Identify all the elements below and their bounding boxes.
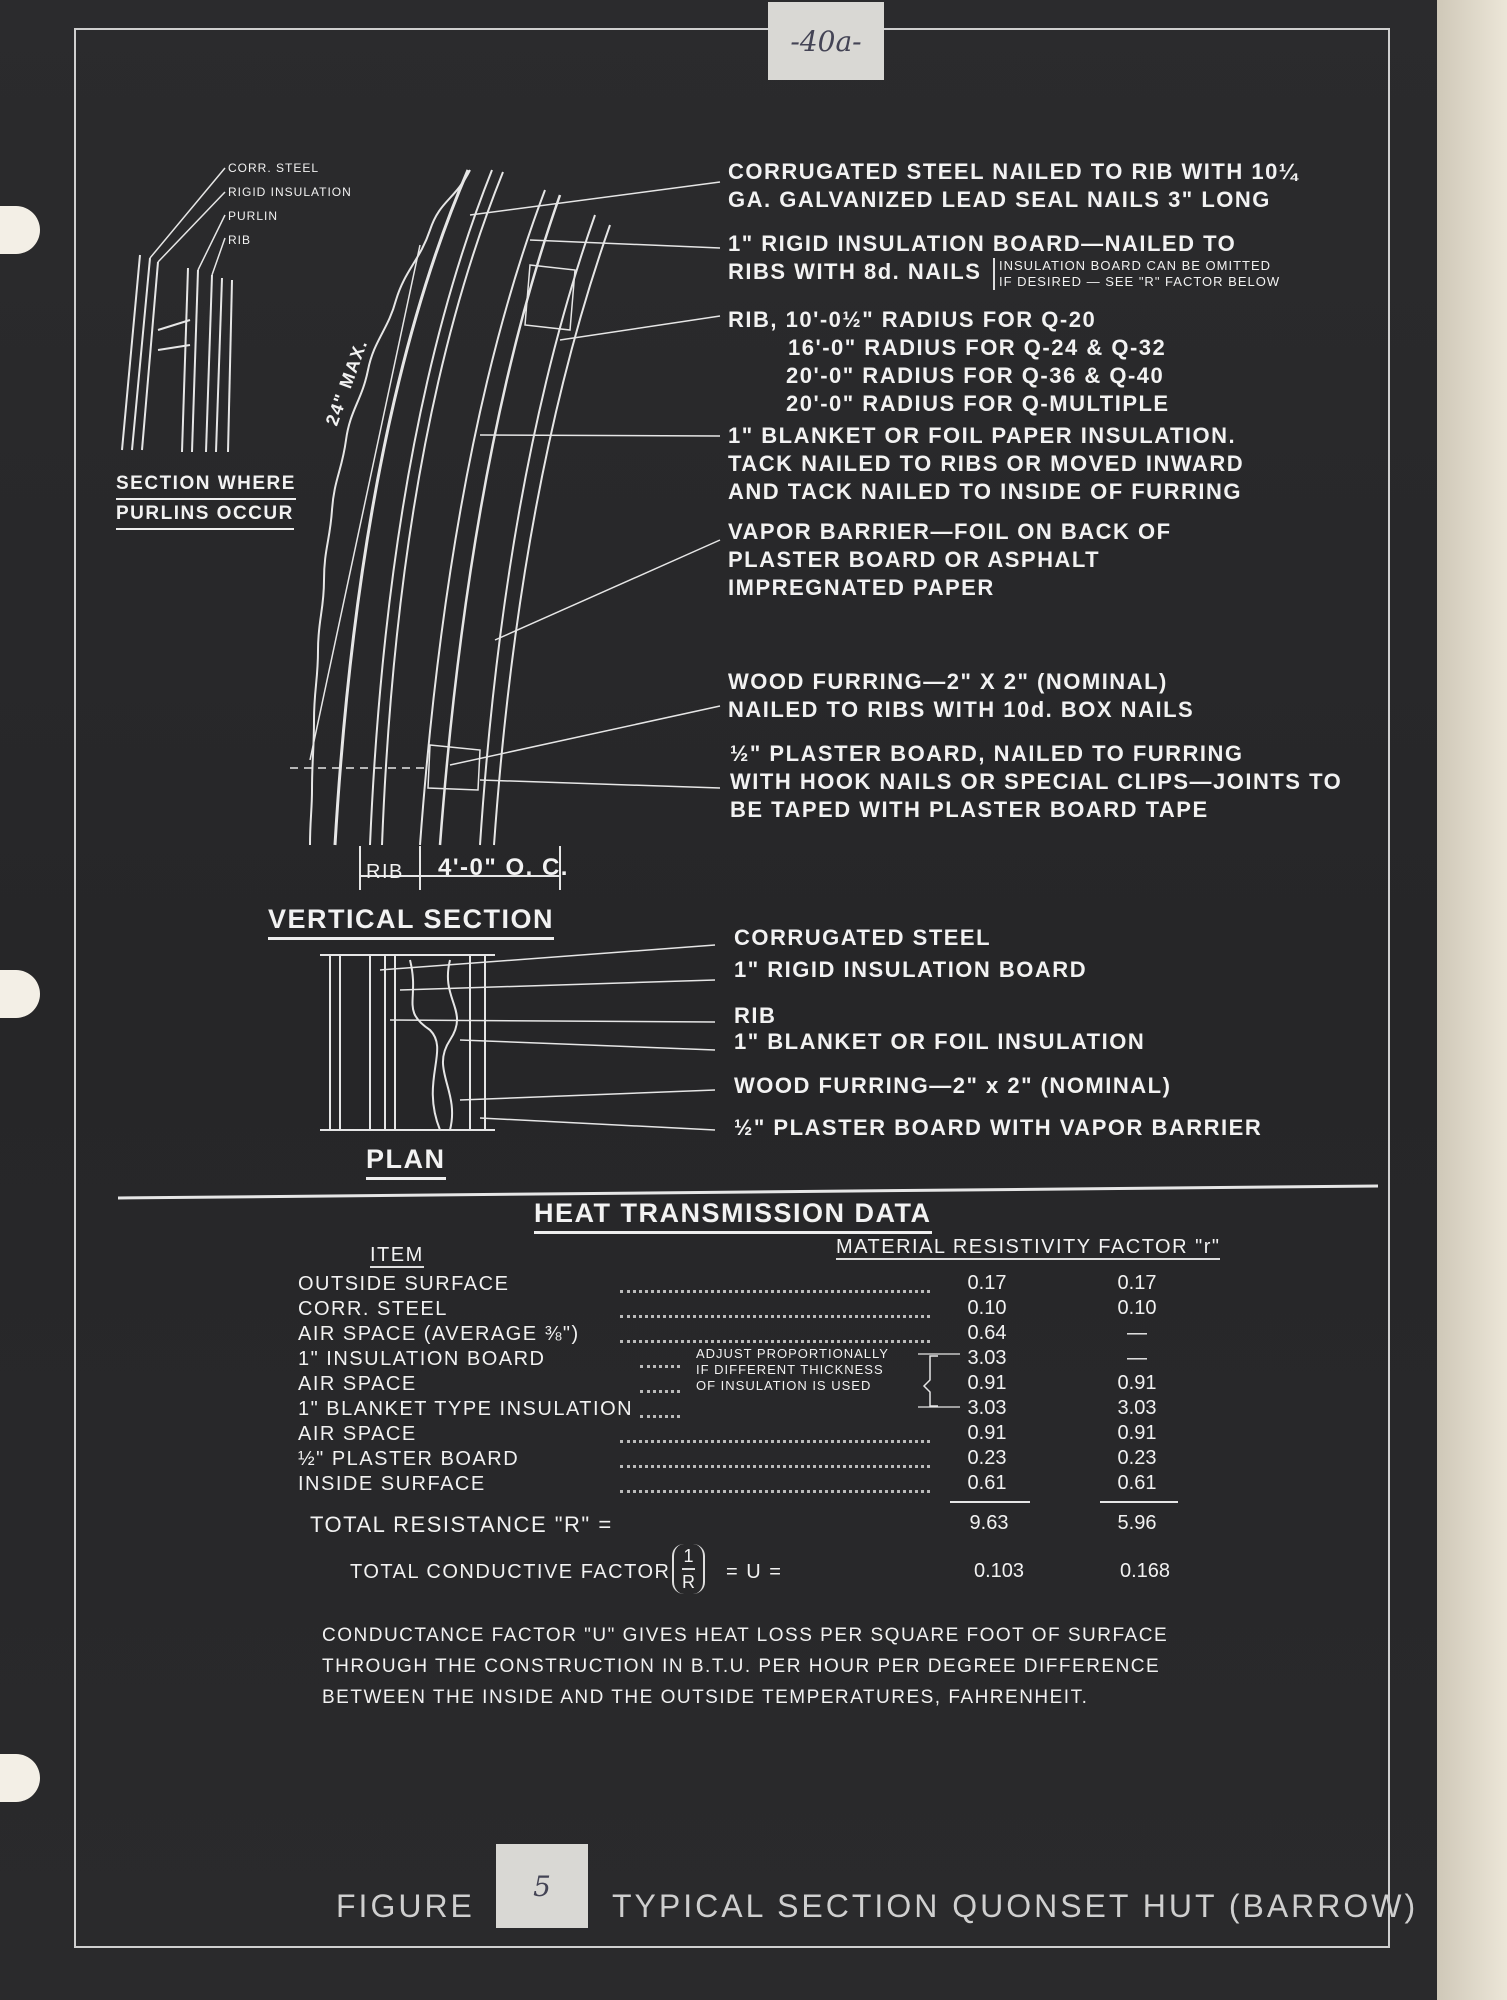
total-resistance-a: 9.63	[969, 1512, 1009, 1534]
callout-corrugated-steel: CORRUGATED STEEL NAILED TO RIB WITH 10¼ GA. GALVANIZED LEAD SEAL NAILS 3" LONG	[728, 159, 1299, 212]
callout-blanket-insulation: 1" BLANKET OR FOIL PAPER INSULATION. TACK NAILED TO RIBS OR MOVED INWARD AND TACK NAILED TO INSIDE OF FURRING	[728, 423, 1245, 504]
plan-callout-corrugated-steel: CORRUGATED STEEL	[734, 925, 992, 950]
heat-row-value-b: 3.03	[1117, 1397, 1157, 1419]
rib-dimension-label: RIB	[366, 861, 404, 883]
heat-row-value-a: 0.64	[967, 1322, 1007, 1344]
figure-word: FIGURE	[336, 1888, 475, 1924]
heat-row-item: CORR. STEEL	[298, 1298, 448, 1320]
plan-title: PLAN	[366, 1144, 446, 1180]
total-resistance-b: 5.96	[1117, 1512, 1157, 1534]
inset-label-purlin: PURLIN	[228, 209, 279, 223]
heat-row-value-a: 0.91	[967, 1372, 1007, 1394]
leader-dots	[640, 1365, 680, 1368]
plan-callout-rigid-insulation: 1" RIGID INSULATION BOARD	[734, 957, 1088, 982]
leader-dots	[620, 1490, 930, 1493]
inset-outer-line	[122, 255, 140, 450]
inset-label-rigid-insulation: RIGID INSULATION	[228, 185, 352, 199]
heat-row-item: ½" PLASTER BOARD	[298, 1448, 520, 1470]
spacing-dimension-label: 4'-0" O. C.	[438, 854, 569, 881]
heat-row-value-a: 0.17	[967, 1272, 1007, 1294]
total-u-b: 0.168	[1119, 1560, 1171, 1582]
heat-row-item: AIR SPACE	[298, 1373, 417, 1395]
omit-note: INSULATION BOARD CAN BE OMITTED IF DESIRED — SEE "R" FACTOR BELOW	[993, 258, 1280, 290]
leader-dots	[640, 1390, 680, 1393]
callout-rigid-insulation: 1" RIGID INSULATION BOARD—NAILED TO RIBS WITH 8d. NAILS INSULATION BOARD CAN BE OMITTED IF DESIRED — SEE "R" FACTOR BELOW	[728, 231, 1281, 289]
heat-row-value-b: 0.23	[1117, 1447, 1157, 1469]
plan-callout-furring: WOOD FURRING—2" x 2" (NOMINAL)	[734, 1073, 1172, 1098]
heat-row-value-b: 0.61	[1117, 1472, 1157, 1494]
heat-row-value-b: 0.17	[1117, 1272, 1157, 1294]
plan-callout-rib: RIB	[734, 1003, 777, 1028]
heat-row-item: AIR SPACE	[298, 1423, 417, 1445]
heat-row-value-b: —	[1127, 1347, 1147, 1369]
inset-title-line-2: PURLINS OCCUR	[116, 500, 294, 530]
heat-row-value-b: 0.91	[1117, 1422, 1157, 1444]
page-number: -40a-	[768, 2, 884, 80]
inset-label-corr-steel: CORR. STEEL	[228, 161, 320, 175]
inset-label-rib: RIB	[228, 233, 252, 247]
leader-dots	[620, 1465, 930, 1468]
heat-row-value-b: 0.10	[1117, 1297, 1157, 1319]
total-resistance-label: TOTAL RESISTANCE "R" =	[310, 1512, 613, 1537]
heat-row-item: INSIDE SURFACE	[298, 1473, 486, 1495]
heat-row-value-b: 0.91	[1117, 1372, 1157, 1394]
heat-row-value-a: 0.91	[967, 1422, 1007, 1444]
adjust-note: ADJUST PROPORTIONALLY IF DIFFERENT THICKNESS OF INSULATION IS USED	[696, 1346, 889, 1393]
fraction-one-over-r: 1 R	[672, 1544, 705, 1594]
inset-title-line-1: SECTION WHERE	[116, 470, 296, 500]
heat-row-item: 1" INSULATION BOARD	[298, 1348, 546, 1370]
callout-wood-furring: WOOD FURRING—2" X 2" (NOMINAL) NAILED TO RIBS WITH 10d. BOX NAILS	[728, 669, 1195, 722]
callout-plaster-board: ½" PLASTER BOARD, NAILED TO FURRING WITH HOOK NAILS OR SPECIAL CLIPS—JOINTS TO BE TAPED WITH PLASTER BOARD TAPE	[730, 741, 1343, 822]
heat-row-value-a: 3.03	[967, 1397, 1007, 1419]
col-header-item: ITEM	[370, 1244, 424, 1266]
heat-row-item: 1" BLANKET TYPE INSULATION	[298, 1398, 634, 1420]
total-u-a: 0.103	[973, 1560, 1025, 1582]
callout-rib-radius: RIB, 10'-0½" RADIUS FOR Q-20 16'-0" RADIUS FOR Q-24 & Q-32 20'-0" RADIUS FOR Q-36 & Q-40 20'-0" RADIUS FOR Q-MULTIPLE	[728, 307, 1170, 416]
leader-dots	[640, 1415, 680, 1418]
figure-number: 5	[496, 1844, 588, 1928]
col-header-factor: MATERIAL RESISTIVITY FACTOR "r"	[836, 1236, 1221, 1258]
leader-dots	[620, 1440, 930, 1443]
heat-row-value-a: 0.61	[967, 1472, 1007, 1494]
callout-vapor-barrier: VAPOR BARRIER—FOIL ON BACK OF PLASTER BOARD OR ASPHALT IMPREGNATED PAPER	[728, 519, 1172, 600]
plan-callout-plaster: ½" PLASTER BOARD WITH VAPOR BARRIER	[734, 1115, 1263, 1140]
heat-table-title: HEAT TRANSMISSION DATA	[534, 1198, 932, 1234]
heat-row-value-a: 0.10	[967, 1297, 1007, 1319]
max-dimension-label: 24" MAX.	[321, 336, 372, 429]
heat-row-value-b: —	[1127, 1322, 1147, 1344]
vertical-section-title: VERTICAL SECTION	[268, 904, 554, 940]
heat-row-item: AIR SPACE (AVERAGE ⅜")	[298, 1323, 580, 1345]
heat-row-item: OUTSIDE SURFACE	[298, 1273, 510, 1295]
total-conductive-label: TOTAL CONDUCTIVE FACTOR	[350, 1561, 671, 1583]
leader-dots	[620, 1340, 930, 1343]
heat-row-value-a: 3.03	[967, 1347, 1007, 1369]
conductance-explanation: CONDUCTANCE FACTOR "U" GIVES HEAT LOSS PER SQUARE FOOT OF SURFACE THROUGH THE CONSTRUCTION IN B.T.U. PER HOUR PER DEGREE DIFFERENCE BETWEEN THE INSIDE AND THE OUTSIDE TEMPERATURES, FAHRENHEIT.	[322, 1625, 1169, 1708]
plan-callout-blanket: 1" BLANKET OR FOIL INSULATION	[734, 1029, 1146, 1054]
u-equals: = U =	[726, 1561, 783, 1583]
leader-dots	[620, 1315, 930, 1318]
leader-dots	[620, 1290, 930, 1293]
figure-title: TYPICAL SECTION QUONSET HUT (BARROW)	[612, 1888, 1419, 1924]
heat-row-value-a: 0.23	[967, 1447, 1007, 1469]
